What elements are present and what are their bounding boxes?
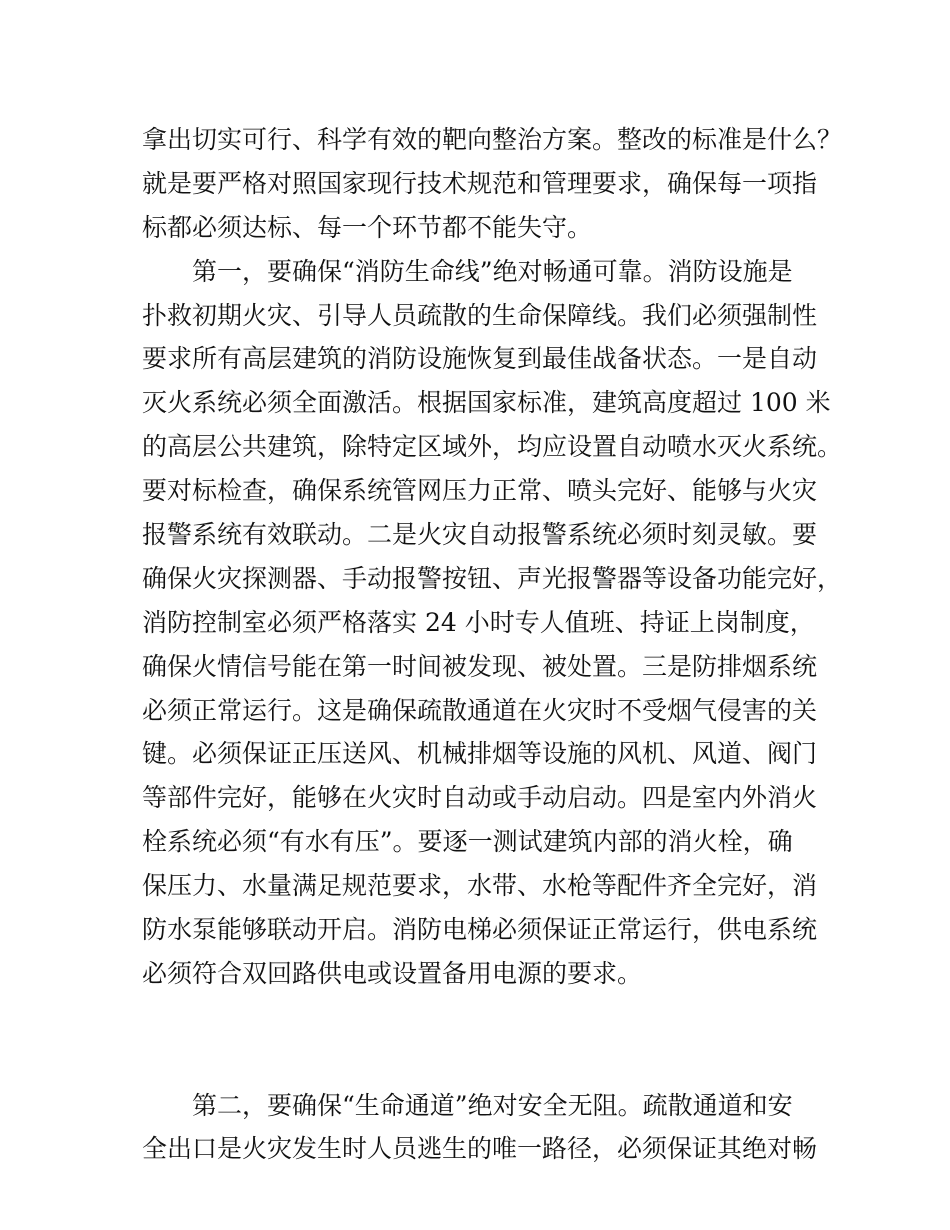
text-line: 确保火灾探测器、手动报警按钮、声光报警器等设备功能完好，: [142, 563, 843, 593]
text-line: 灭火系统必须全面激活。根据国家标准，建筑高度超过 100 米: [142, 388, 831, 418]
text-line: 消防控制室必须严格落实 24 小时专人值班、持证上岗制度，: [142, 607, 815, 637]
paragraph-2: [142, 250, 843, 1084]
document-body: [142, 118, 843, 1171]
text-line: 第一，要确保“消防生命线”绝对畅通可靠。消防设施是: [142, 256, 793, 286]
text-line: 标都必须达标、每一个环节都不能失守。: [142, 212, 593, 242]
text-line: 要对标检查，确保系统管网压力正常、喷头完好、能够与火灾: [142, 476, 818, 506]
text-line: 就是要严格对照国家现行技术规范和管理要求，确保每一项指: [142, 168, 818, 198]
paragraph-3: [142, 1084, 824, 1172]
text-line: 必须正常运行。这是确保疏散通道在火灾时不受烟气侵害的关: [142, 695, 818, 725]
text-line: 扑救初期火灾、引导人员疏散的生命保障线。我们必须强制性: [142, 300, 818, 330]
paragraph-1: [142, 118, 843, 250]
text-line: 必须符合双回路供电或设置备用电源的要求。: [142, 958, 643, 988]
text-line: 等部件完好，能够在火灾时自动或手动启动。四是室内外消火: [142, 783, 818, 813]
text-line: 栓系统必须“有水有压”。要逐一测试建筑内部的消火栓，确: [142, 827, 793, 857]
text-line: 第二，要确保“生命通道”绝对安全无阻。疏散通道和安: [142, 1090, 793, 1120]
text-line: 要求所有高层建筑的消防设施恢复到最佳战备状态。一是自动: [142, 344, 818, 374]
text-line: [142, 1040, 824, 1084]
text-line: [142, 996, 824, 1040]
text-line: 报警系统有效联动。二是火灾自动报警系统必须时刻灵敏。要: [142, 520, 818, 550]
text-line: 保压力、水量满足规范要求，水带、水枪等配件齐全完好，消: [142, 871, 818, 901]
text-line: 的高层公共建筑，除特定区域外，均应设置自动喷水灭火系统。: [142, 432, 843, 462]
text-line: 防水泵能够联动开启。消防电梯必须保证正常运行，供电系统: [142, 915, 818, 945]
text-line: 拿出切实可行、科学有效的靶向整治方案。整改的标准是什么？: [142, 125, 843, 154]
text-line: 全出口是火灾发生时人员逃生的唯一路径，必须保证其绝对畅: [142, 1134, 818, 1164]
text-line: 键。必须保证正压送风、机械排烟等设施的风机、风道、阀门: [142, 739, 818, 769]
text-line: 确保火情信号能在第一时间被发现、被处置。三是防排烟系统: [142, 651, 818, 681]
